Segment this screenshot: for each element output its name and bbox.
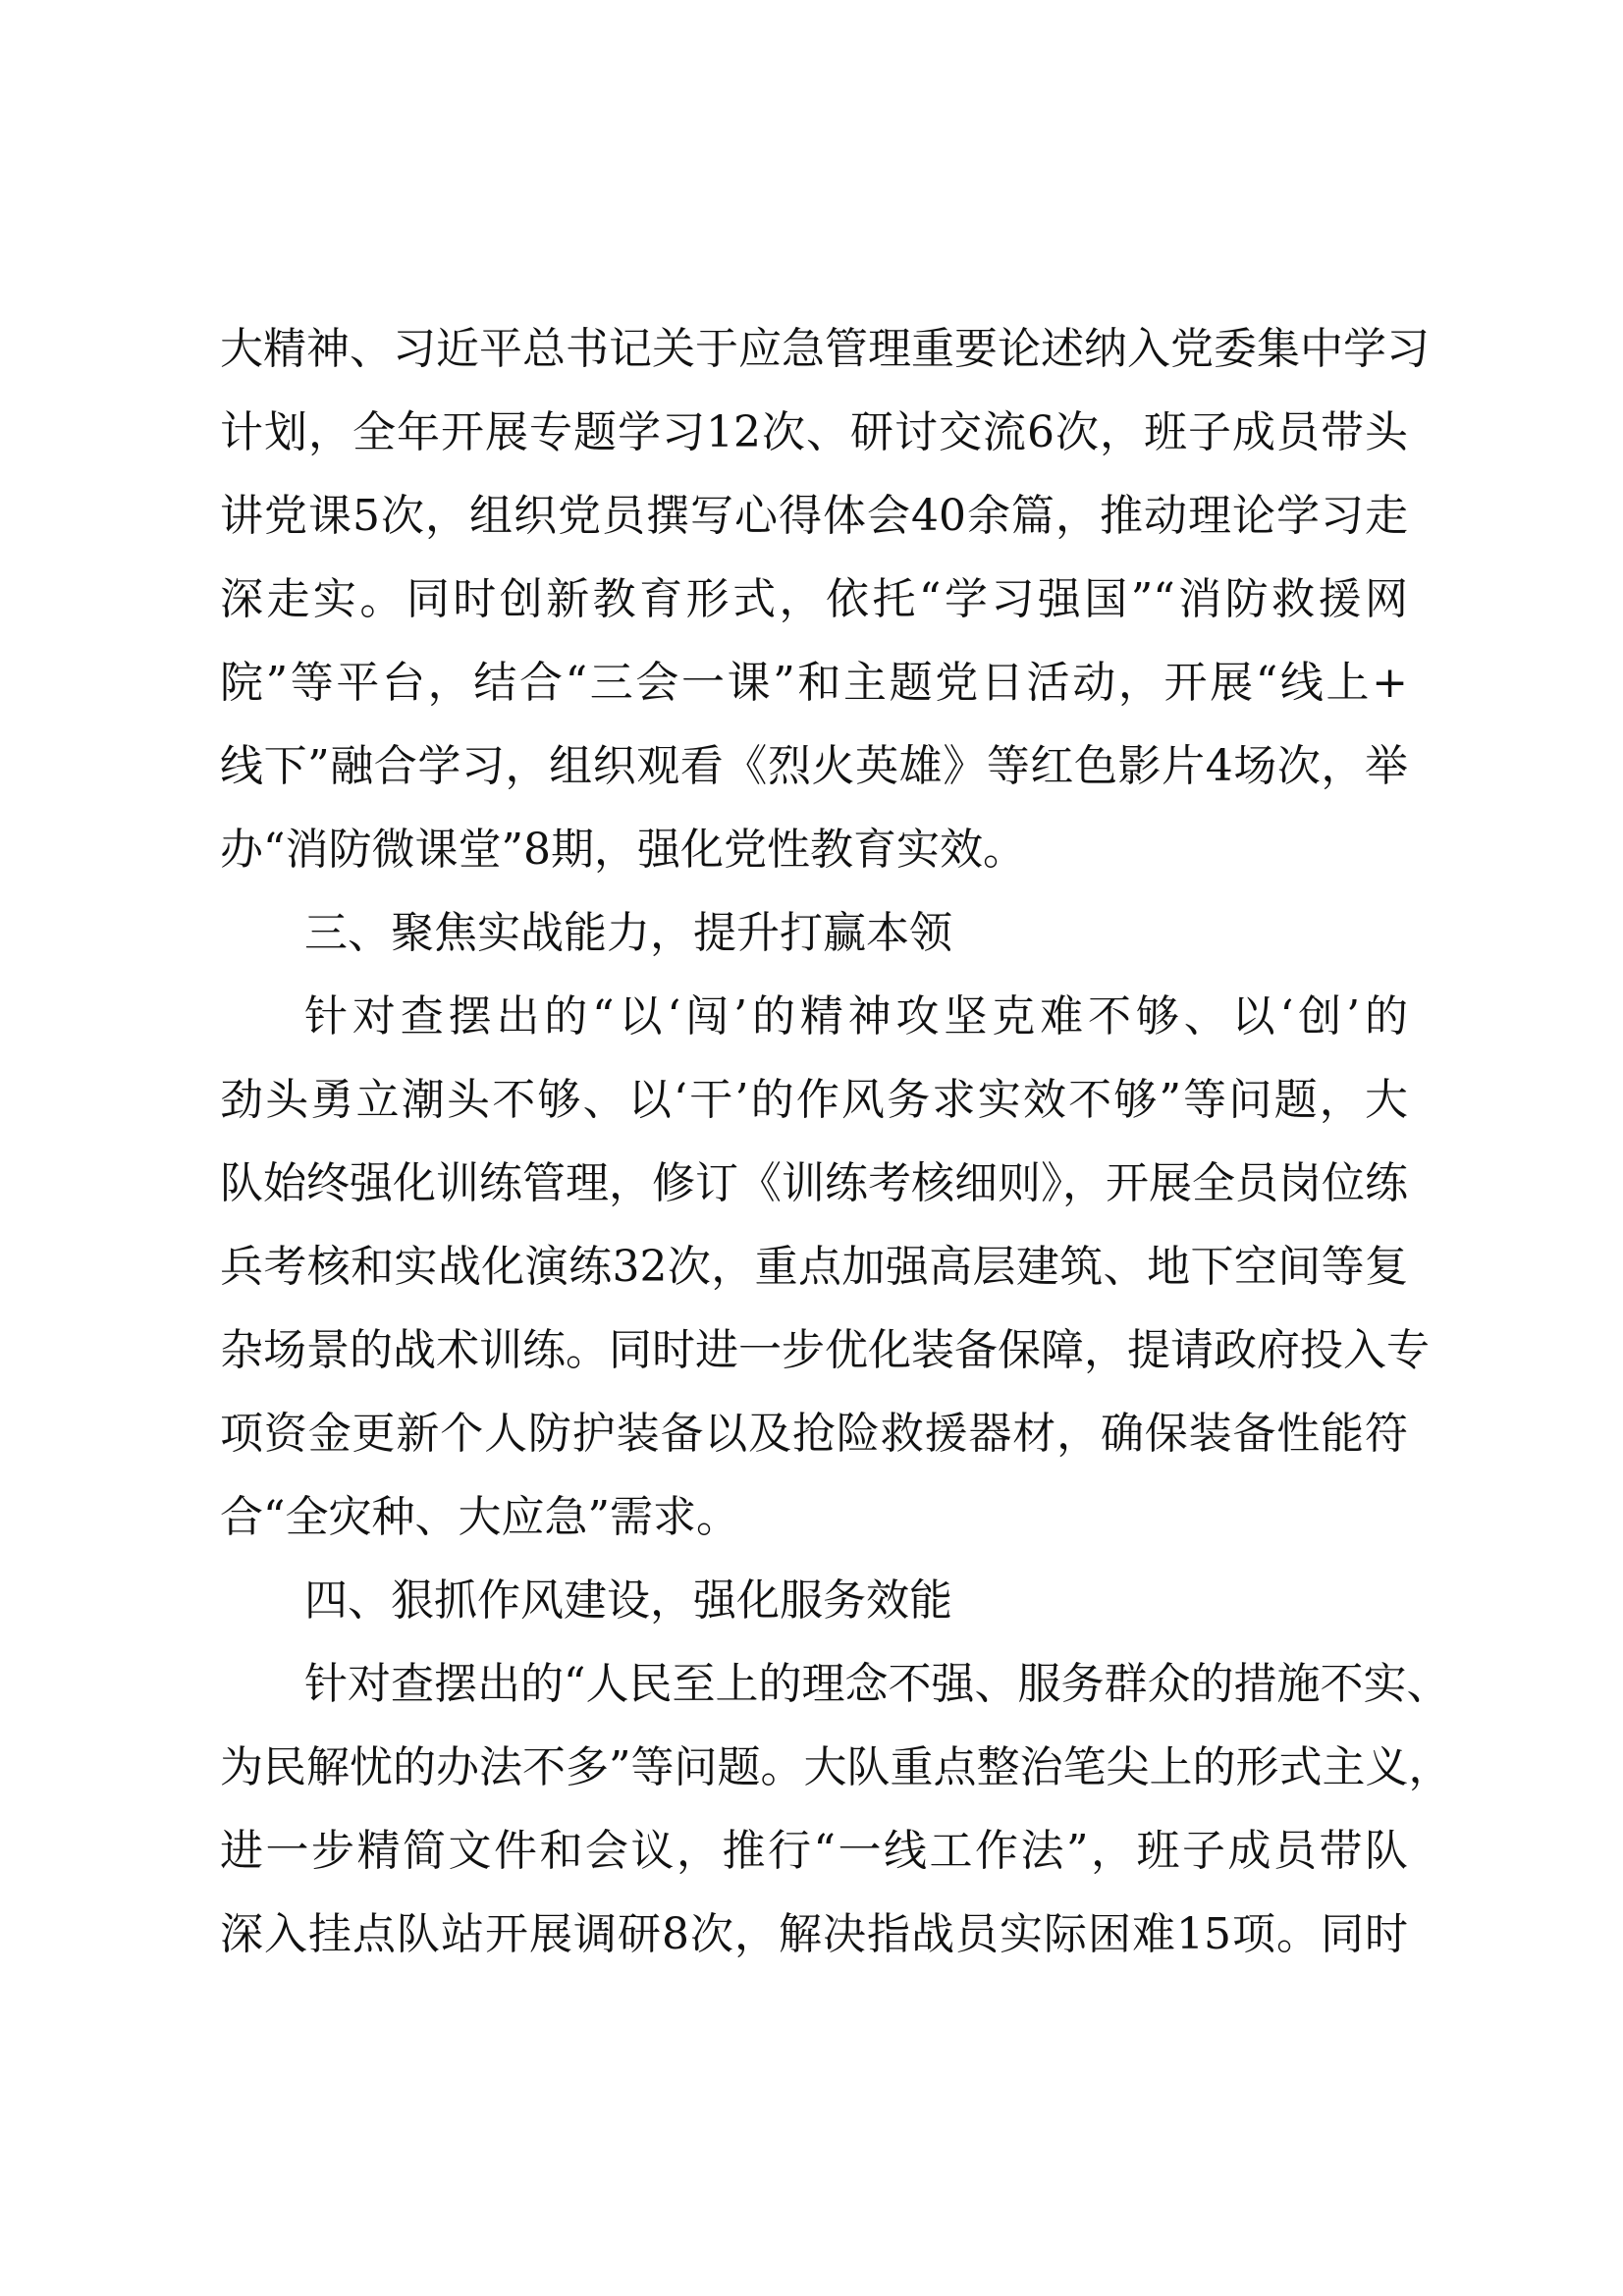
para3-line-4: 深入挂点队站开展调研8次，解决指战员实际困难15项。同时 [220, 1909, 1408, 1959]
para2-line-2: 劲头勇立潮头不够、以‘干’的作风务求实效不够”等问题，大 [220, 1075, 1408, 1125]
para1-line-2: 计划，全年开展专题学习12次、研讨交流6次，班子成员带头 [220, 407, 1408, 457]
para2-line-7: 合“全灾种、大应急”需求。 [220, 1492, 739, 1542]
para2-line-5: 杂场景的战术训练。同时进一步优化装备保障，提请政府投入专 [220, 1325, 1430, 1375]
section-heading-3: 三、聚焦实战能力，提升打赢本领 [304, 908, 952, 958]
para2-line-1: 针对查摆出的“以‘闯’的精神攻坚克难不够、以‘创’的 [304, 991, 1408, 1041]
para1-line-5: 院”等平台，结合“三会一课”和主题党日活动，开展“线上+ [220, 658, 1408, 708]
para1-line-4: 深走实。同时创新教育形式，依托“学习强国”“消防救援网 [220, 574, 1408, 624]
para2-line-3: 队始终强化训练管理，修订《训练考核细则》，开展全员岗位练 [220, 1158, 1408, 1208]
para2-line-6: 项资金更新个人防护装备以及抢险救援器材，确保装备性能符 [220, 1409, 1408, 1459]
section-heading-4: 四、狠抓作风建设，强化服务效能 [304, 1575, 952, 1626]
para3-line-3: 进一步精简文件和会议，推行“一线工作法”，班子成员带队 [220, 1826, 1408, 1876]
para3-line-1: 针对查摆出的“人民至上的理念不强、服务群众的措施不实、 [304, 1659, 1450, 1709]
para3-line-2: 为民解忧的办法不多”等问题。大队重点整治笔尖上的形式主义， [220, 1742, 1452, 1792]
para2-line-4: 兵考核和实战化演练32次，重点加强高层建筑、地下空间等复 [220, 1242, 1408, 1292]
para1-line-7: 办“消防微课堂”8期，强化党性教育实效。 [220, 825, 1026, 875]
para1-line-1: 大精神、习近平总书记关于应急管理重要论述纳入党委集中学习 [220, 324, 1430, 374]
para1-line-6: 线下”融合学习，组织观看《烈火英雄》等红色影片4场次，举 [220, 741, 1408, 791]
para1-line-3: 讲党课5次，组织党员撰写心得体会40余篇，推动理论学习走 [220, 491, 1408, 541]
